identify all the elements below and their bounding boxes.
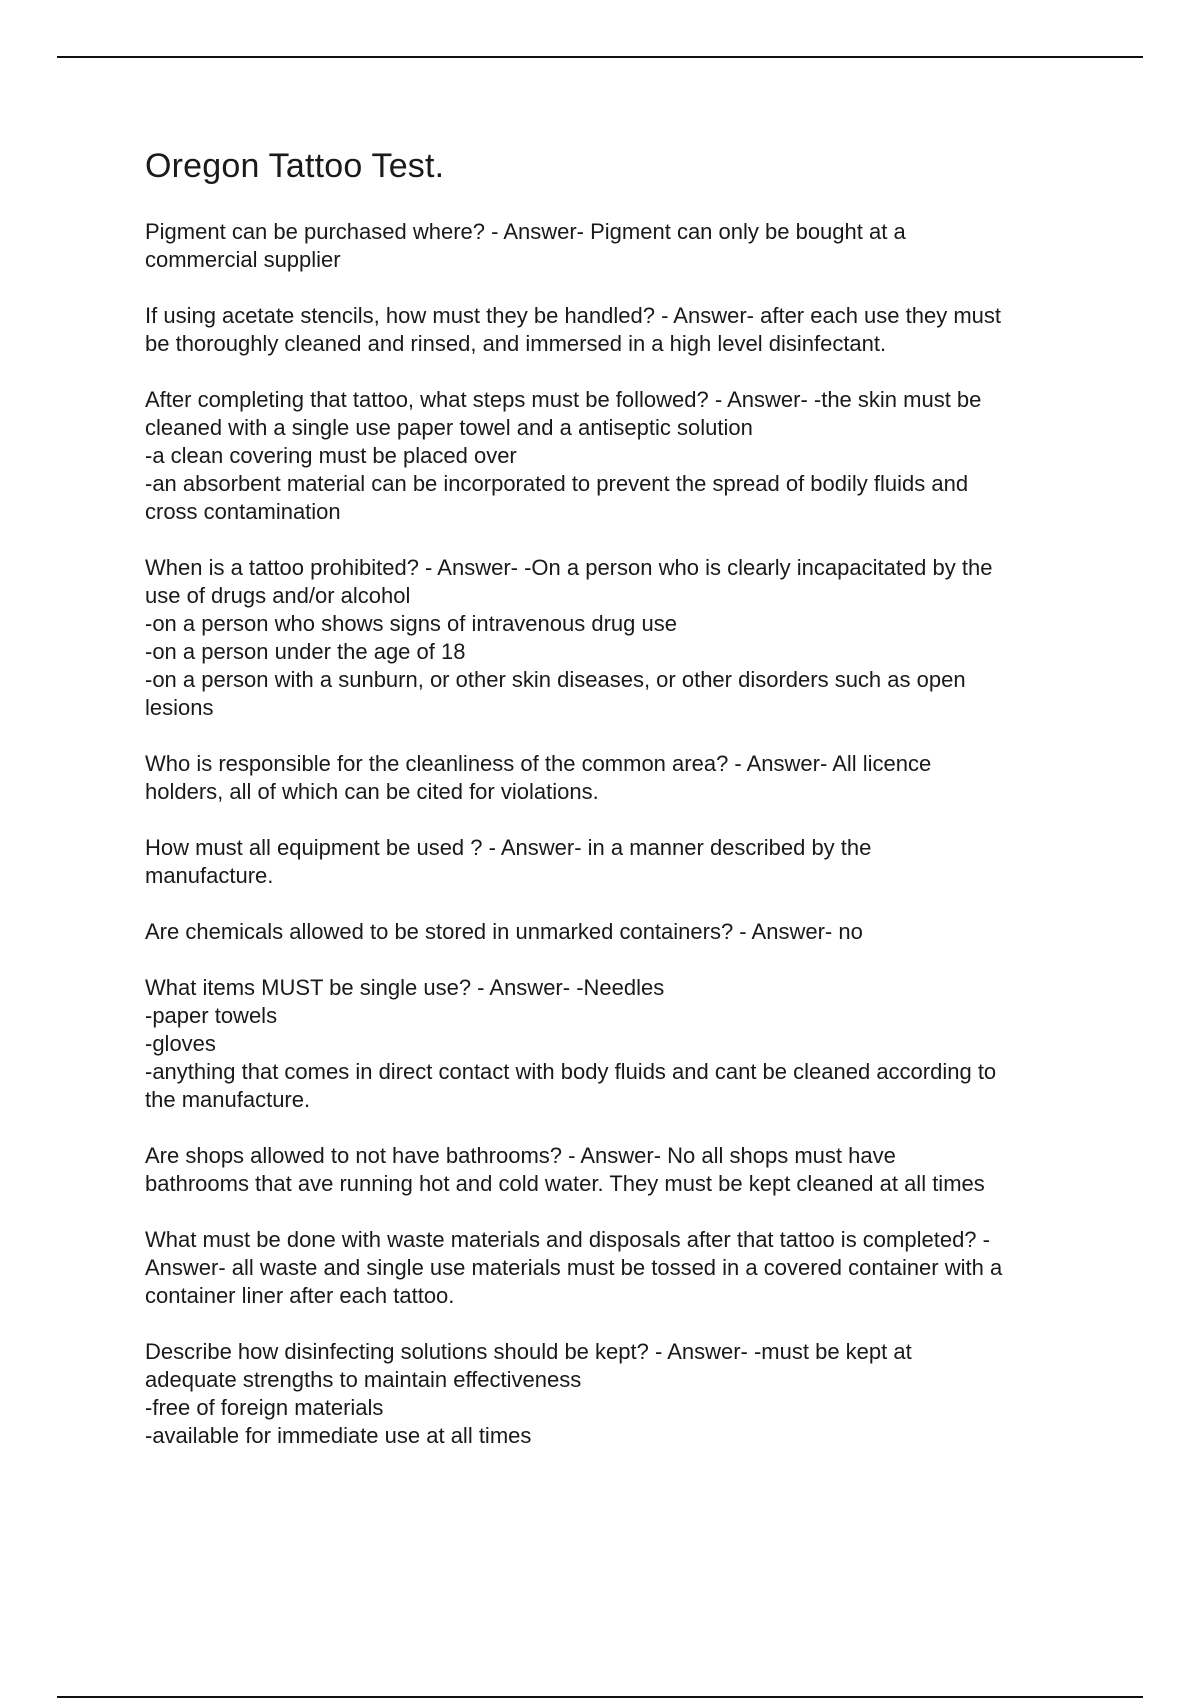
qa-line: be thoroughly cleaned and rinsed, and immersed in a high level disinfectant. <box>145 331 887 356</box>
qa-line: Describe how disinfecting solutions should be kept? - Answer- -must be kept at <box>145 1339 912 1364</box>
qa-line: If using acetate stencils, how must they be handled? - Answer- after each use they must <box>145 303 1002 328</box>
bottom-rule <box>57 1696 1143 1698</box>
qa-item <box>145 1338 1095 1450</box>
qa-line: When is a tattoo prohibited? - Answer- -On a person who is clearly incapacitated by the <box>145 555 993 580</box>
qa-line: -a clean covering must be placed over <box>145 443 517 468</box>
qa-item <box>145 302 1095 358</box>
qa-line: manufacture. <box>145 863 274 888</box>
qa-item <box>145 554 1095 722</box>
qa-line: Are chemicals allowed to be stored in unmarked containers? - Answer- no <box>145 919 863 944</box>
qa-line: -on a person under the age of 18 <box>145 639 466 664</box>
qa-line: -on a person who shows signs of intravenous drug use <box>145 611 677 636</box>
qa-line: How must all equipment be used ? - Answer- in a manner described by the <box>145 835 872 860</box>
qa-line: cleaned with a single use paper towel and a antiseptic solution <box>145 415 753 440</box>
document-title: Oregon Tattoo Test. <box>145 147 445 185</box>
qa-line: lesions <box>145 695 214 720</box>
qa-line: container liner after each tattoo. <box>145 1283 455 1308</box>
qa-line: -paper towels <box>145 1003 278 1028</box>
qa-line: -available for immediate use at all times <box>145 1423 532 1448</box>
qa-line: -gloves <box>145 1031 216 1056</box>
qa-line: use of drugs and/or alcohol <box>145 583 411 608</box>
qa-line: -free of foreign materials <box>145 1395 384 1420</box>
qa-line: -an absorbent material can be incorporated to prevent the spread of bodily fluids and <box>145 471 969 496</box>
document-content <box>145 140 1095 1478</box>
qa-line: commercial supplier <box>145 247 341 272</box>
qa-item <box>145 834 1095 890</box>
qa-line: Who is responsible for the cleanliness of the common area? - Answer- All licence <box>145 751 932 776</box>
qa-line: Answer- all waste and single use materials must be tossed in a covered container with a <box>145 1255 1003 1280</box>
qa-item <box>145 1142 1095 1198</box>
qa-item <box>145 750 1095 806</box>
qa-line: What items MUST be single use? - Answer- -Needles <box>145 975 665 1000</box>
qa-line: Are shops allowed to not have bathrooms? - Answer- No all shops must have <box>145 1143 896 1168</box>
qa-line: holders, all of which can be cited for violations. <box>145 779 599 804</box>
qa-line: cross contamination <box>145 499 341 524</box>
top-rule <box>57 56 1143 58</box>
qa-item <box>145 218 1095 274</box>
qa-line: -on a person with a sunburn, or other skin diseases, or other disorders such as open <box>145 667 966 692</box>
qa-item <box>145 1226 1095 1310</box>
qa-item <box>145 918 1095 946</box>
qa-line: adequate strengths to maintain effectiveness <box>145 1367 582 1392</box>
qa-line: the manufacture. <box>145 1087 311 1112</box>
qa-line: After completing that tattoo, what steps must be followed? - Answer- -the skin must be <box>145 387 982 412</box>
qa-line: What must be done with waste materials and disposals after that tattoo is completed? - <box>145 1227 990 1252</box>
qa-list <box>145 218 1095 1450</box>
qa-item <box>145 974 1095 1114</box>
qa-line: -anything that comes in direct contact with body fluids and cant be cleaned according to <box>145 1059 997 1084</box>
qa-item <box>145 386 1095 526</box>
qa-line: bathrooms that ave running hot and cold water. They must be kept cleaned at all times <box>145 1171 985 1196</box>
qa-line: Pigment can be purchased where? - Answer- Pigment can only be bought at a <box>145 219 906 244</box>
